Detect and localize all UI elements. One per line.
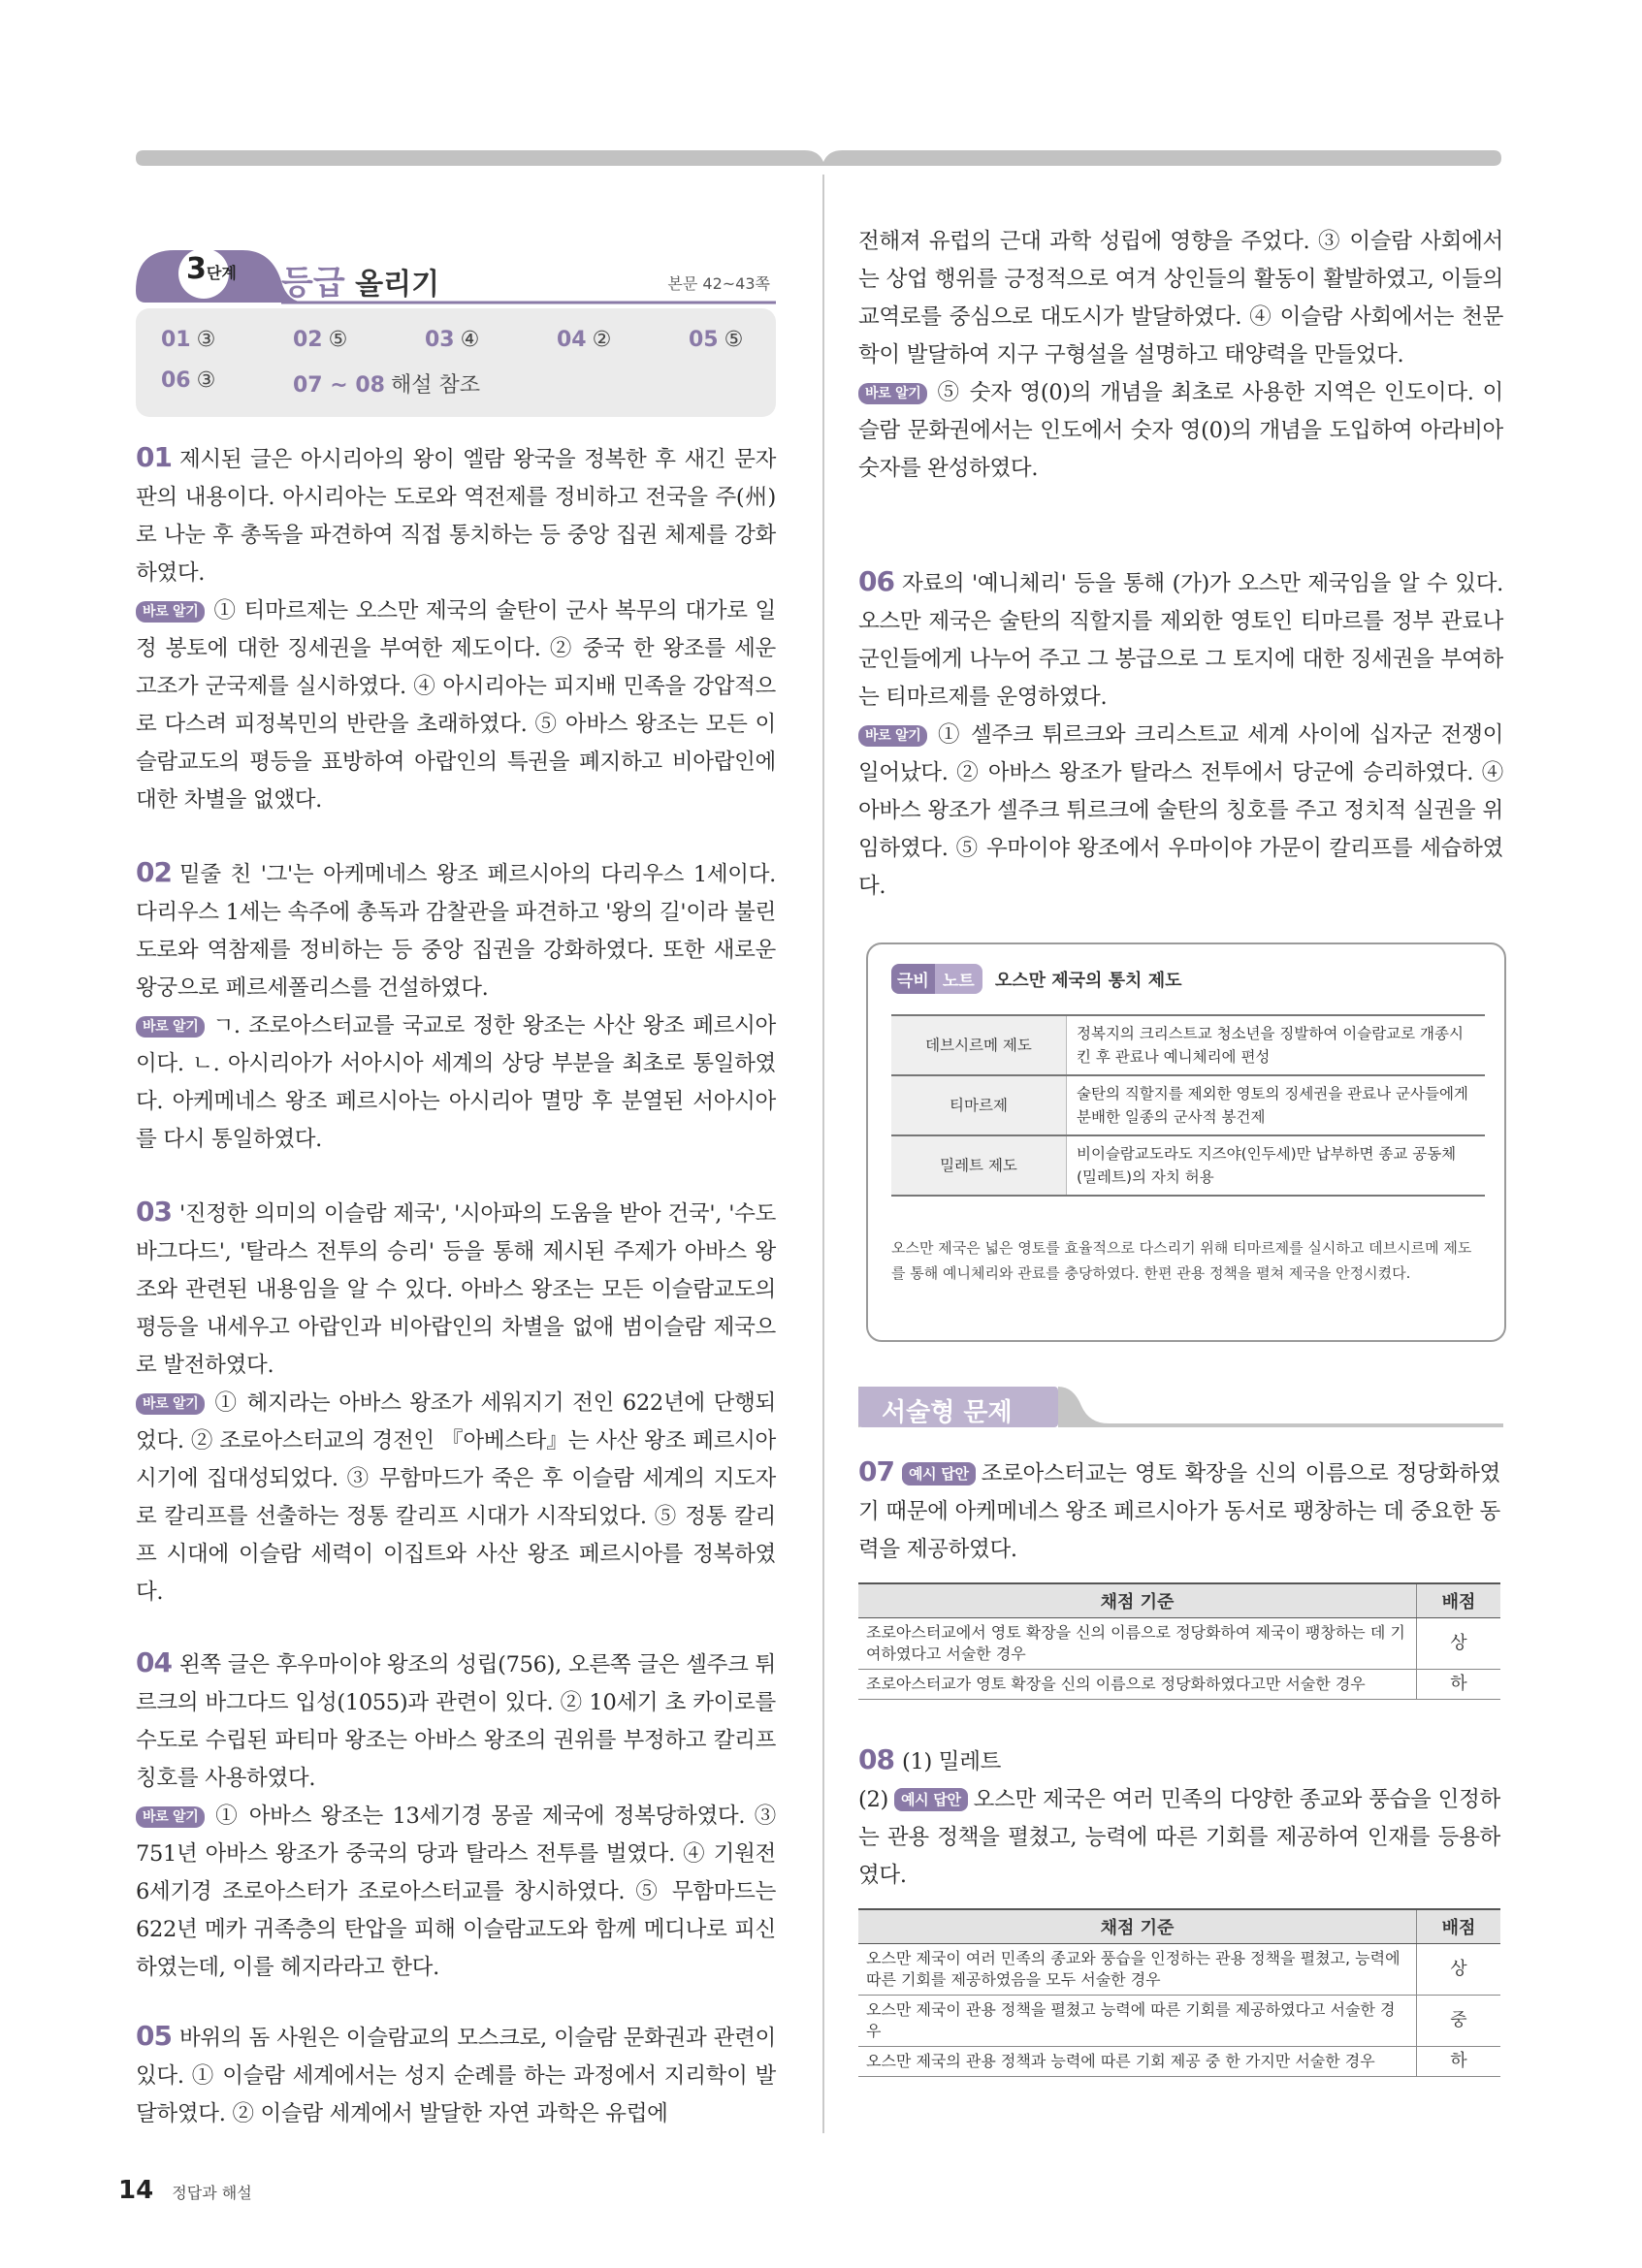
criteria-cell: 조로아스터교에서 영토 확장을 신의 이름으로 정당화하여 제국이 팽창하는 데 기여하였다고 서술한 경우 — [858, 1618, 1417, 1670]
question-number: 05 — [136, 2020, 172, 2052]
answer-value: ④ — [460, 328, 480, 352]
footer-label: 정답과 해설 — [172, 2184, 252, 2202]
grading-table-07 — [858, 1582, 1500, 1700]
note-tag-b: 노트 — [935, 964, 982, 994]
score-cell: 하 — [1417, 1670, 1501, 1700]
note-tag-a: 극비 — [891, 964, 935, 994]
note-table — [891, 1014, 1485, 1197]
note-desc: 술탄의 직할지를 제외한 영토의 징세권을 관료나 군사들에게 분배한 일종의 군사적 봉건제 — [1067, 1075, 1486, 1135]
grading-row — [858, 1996, 1500, 2047]
essay-header — [858, 1387, 1503, 1431]
question-number: 03 — [136, 1196, 172, 1228]
answer-num: 07 ~ 08 — [293, 373, 385, 398]
grading-row — [858, 1618, 1500, 1670]
question-number: 04 — [136, 1646, 172, 1678]
explanation-text: 밑줄 친 '그'는 아케메네스 왕조 페르시아의 다리우스 1세이다. 다리우스 1세는 속주에 총독과 감찰관을 파견하고 '왕의 길'이라 불린 도로와 역참제를 정비하는 등 중앙 집권을 강화하였다. 또한 새로운 왕궁으로 페르세폴리스를 건설하였다. — [136, 862, 776, 1001]
note-title: 오스만 제국의 통치 제도 — [994, 971, 1182, 991]
answer-value: ③ — [196, 328, 216, 352]
answer-num: 03 — [425, 328, 455, 352]
answer-value: ⑤ — [328, 328, 348, 352]
answer-item — [293, 368, 480, 399]
note-row — [891, 1015, 1485, 1075]
criteria-cell: 오스만 제국의 관용 정책과 능력에 따른 기회 제공 중 한 가지만 서술한 경우 — [858, 2047, 1417, 2077]
question-number: 06 — [858, 565, 894, 597]
column-divider — [822, 175, 824, 2133]
fix-text: ① 아바스 왕조는 13세기경 몽골 제국에 정복당하였다. ③ 751년 아바스 왕조가 중국의 당과 탈라스 전투를 벌였다. ④ 기원전 6세기경 조로아스터가 조로아스터교를 창시하였다. ⑤ 무함마드는 622년 메카 귀족층의 탄압을 피해 이슬람교도와 함께 메디나로 피신하였는데, 이를 헤지라라고 한다. — [136, 1804, 776, 1980]
explanation-03 — [136, 1193, 776, 1612]
answer-num: 05 — [689, 328, 719, 352]
answer-item — [161, 368, 215, 393]
fix-text: ① 헤지라는 아바스 왕조가 세워지기 전인 622년에 단행되었다. ② 조로아스터교의 경전인 『아베스타』는 사산 왕조 페르시아 시기에 집대성되었다. ③ 무함마드가 죽은 후 이슬람 세계의 지도자로 칼리프를 선출하는 정통 칼리프 시대가 시작되었다. ⑤ 정통 칼리프 시대에 이슬람 세력이 이집트와 사산 왕조 페르시아를 정복하였다. — [136, 1390, 776, 1605]
note-row — [891, 1135, 1485, 1196]
score-cell: 하 — [1417, 2047, 1501, 2077]
score-cell: 상 — [1417, 1618, 1501, 1670]
answer-item — [161, 328, 215, 352]
answer-text: 오스만 제국은 여러 민족의 다양한 종교와 풍습을 인정하는 관용 정책을 펼쳤고, 능력에 따른 기회를 제공하여 인재를 등용하였다. — [858, 1787, 1500, 1888]
grading-row — [858, 2047, 1500, 2077]
fix-text: ⑤ 숫자 영(0)의 개념을 최초로 사용한 지역은 인도이다. 이슬람 문화권에서는 인도에서 숫자 영(0)의 개념을 도입하여 아라비아 숫자를 완성하였다. — [858, 380, 1503, 481]
answer-part2-prefix: (2) — [858, 1787, 888, 1812]
score-cell: 중 — [1417, 1996, 1501, 2047]
explanation-01 — [136, 438, 776, 819]
fix-badge: 바로 알기 — [136, 1016, 205, 1038]
note-box — [866, 942, 1506, 1342]
fix-badge: 바로 알기 — [136, 1806, 205, 1828]
page-number: 14 — [118, 2176, 154, 2205]
explanation-05-start — [136, 2017, 776, 2133]
fix-text: ① 티마르제는 오스만 제국의 술탄이 군사 복무의 대가로 일정 봉토에 대한 징세권을 부여한 제도이다. ② 중국 한 왕조를 세운 고조가 군국제를 실시하였다. ④ 아시리아는 피지배 민족을 강압적으로 다스려 피정복민의 반란을 초래하였다. ⑤ 아바스 왕조는 모든 이슬람교도의 평등을 표방하여 아랍인의 특권을 폐지하고 비아랍인에 대한 차별을 없앴다. — [136, 598, 776, 813]
answer-num: 02 — [293, 328, 323, 352]
section-title-b: 올리기 — [344, 268, 440, 302]
criteria-header: 채점 기준 — [858, 1583, 1417, 1618]
answer-item — [425, 328, 479, 352]
note-header — [891, 964, 1182, 994]
answer-value: ⑤ — [724, 328, 744, 352]
criteria-cell: 오스만 제국이 관용 정책을 펼쳤고 능력에 따른 기회를 제공하였다고 서술한 경우 — [858, 1996, 1417, 2047]
answer-num: 04 — [557, 328, 587, 352]
question-number: 08 — [858, 1743, 894, 1775]
score-header: 배점 — [1417, 1909, 1501, 1944]
section-title — [281, 256, 439, 303]
explanation-text: 바위의 돔 사원은 이슬람교의 모스크로, 이슬람 문화권과 관련이 있다. ① 이슬람 세계에서는 성지 순례를 하는 과정에서 지리학이 발달하였다. ② 이슬람 세계에서 발달한 자연 과학은 유럽에 — [136, 2026, 776, 2126]
essay-title: 서술형 문제 — [882, 1398, 1013, 1427]
explanation-07 — [858, 1453, 1500, 1700]
note-desc: 정복지의 크리스트교 청소년을 징발하여 이슬람교로 개종시킨 후 관료나 예니체리에 편성 — [1067, 1015, 1486, 1075]
answer-text: 조로아스터교는 영토 확장을 신의 이름으로 정당화하였기 때문에 아케메네스 왕조 페르시아가 동서로 팽창하는 데 중요한 동력을 제공하였다. — [858, 1461, 1500, 1562]
example-badge: 예시 답안 — [894, 1788, 968, 1811]
explanation-08 — [858, 1741, 1500, 2077]
note-summary: 오스만 제국은 넓은 영토를 효율적으로 다스리기 위해 티마르제를 실시하고 데브시르메 제도를 통해 예니체리와 관료를 충당하였다. 한편 관용 정책을 펼쳐 제국을 안정시켰다. — [891, 1239, 1472, 1282]
explanation-text: 자료의 '예니체리' 등을 통해 (가)가 오스만 제국임을 알 수 있다. 오스만 제국은 술탄의 직할지를 제외한 영토인 티마르를 정부 관료나 군인들에게 나누어 주고 그 봉급으로 그 토지에 대한 징세권을 부여하는 티마르제를 운영하였다. — [858, 571, 1503, 710]
answer-value: ② — [592, 328, 612, 352]
page-reference: 본문 42~43쪽 — [667, 274, 770, 293]
criteria-cell: 오스만 제국이 여러 민족의 종교와 풍습을 인정하는 관용 정책을 펼쳤고, 능력에 따른 기회를 제공하였음을 모두 서술한 경우 — [858, 1944, 1417, 1996]
explanation-05-cont — [858, 223, 1503, 488]
section-header — [136, 242, 776, 308]
grading-table-08 — [858, 1908, 1500, 2077]
question-number: 01 — [136, 441, 172, 473]
answer-item — [293, 328, 347, 352]
question-number: 02 — [136, 856, 172, 888]
criteria-cell: 조로아스터교가 영토 확장을 신의 이름으로 정당화하였다고만 서술한 경우 — [858, 1670, 1417, 1700]
question-number: 07 — [858, 1455, 894, 1487]
example-badge: 예시 답안 — [902, 1462, 976, 1485]
stage-number: 3 — [186, 252, 207, 286]
explanation-text: 왼쪽 글은 후우마이야 왕조의 성립(756), 오른쪽 글은 셀주크 튀르크의 바그다드 입성(1055)과 관련이 있다. ② 10세기 초 카이로를 수도로 수립된 파티마 왕조는 아바스 왕조의 권위를 부정하고 칼리프 칭호를 사용하였다. — [136, 1652, 776, 1791]
note-term: 티마르제 — [891, 1075, 1067, 1135]
page-footer — [118, 2176, 252, 2205]
grading-row — [858, 1670, 1500, 1700]
explanation-02 — [136, 853, 776, 1159]
fix-text: ㄱ. 조로아스터교를 국교로 정한 왕조는 사산 왕조 페르시아이다. ㄴ. 아시리아가 서아시아 세계의 상당 부분을 최초로 통일하였다. 아케메네스 왕조 페르시아는 아시리아 멸망 후 분열된 서아시아를 다시 통일하였다. — [136, 1013, 776, 1152]
answer-part1: (1) 밀레트 — [901, 1749, 1002, 1774]
section-title-a: 등급 — [281, 264, 345, 303]
grading-row — [858, 1944, 1500, 1996]
fix-badge: 바로 알기 — [858, 725, 927, 747]
explanation-text: '진정한 의미의 이슬람 제국', '시아파의 도움을 받아 건국', '수도 바그다드', '탈라스 전투의 승리' 등을 통해 제시된 주제가 아바스 왕조와 관련된 내용임을 알 수 있다. 아바스 왕조는 모든 이슬람교도의 평등을 내세우고 아랍인과 비아랍인의 차별을 없애 범이슬람 제국으로 발전하였다. — [136, 1201, 776, 1378]
explanation-06 — [858, 562, 1503, 906]
explanation-text: 전해져 유럽의 근대 과학 성립에 영향을 주었다. ③ 이슬람 사회에서는 상업 행위를 긍정적으로 여겨 상인들의 활동이 활발하였고, 이들의 교역로를 중심으로 대도시가 발달하였다. ④ 이슬람 사회에서는 천문학이 발달하여 지구 구형설을 설명하고 태양력을 만들었다. — [858, 229, 1503, 367]
note-row — [891, 1075, 1485, 1135]
answer-item — [557, 328, 611, 352]
explanation-text: 제시된 글은 아시리아의 왕이 엘람 왕국을 정복한 후 새긴 문자판의 내용이다. 아시리아는 도로와 역전제를 정비하고 전국을 주(州)로 나눈 후 총독을 파견하여 직접 통치하는 등 중앙 집권 체제를 강화하였다. — [136, 447, 776, 586]
note-term: 밀레트 제도 — [891, 1135, 1067, 1196]
fix-badge: 바로 알기 — [136, 601, 205, 623]
answer-value: ③ — [196, 368, 216, 393]
explanation-04 — [136, 1644, 776, 1987]
answer-item — [689, 328, 743, 352]
score-cell: 상 — [1417, 1944, 1501, 1996]
note-term: 데브시르메 제도 — [891, 1015, 1067, 1075]
top-header-bar — [136, 150, 1501, 166]
answer-num: 01 — [161, 328, 191, 352]
answer-key-box — [136, 308, 776, 417]
stage-label — [186, 252, 237, 286]
stage-unit: 단계 — [206, 264, 237, 282]
fix-badge: 바로 알기 — [858, 383, 927, 404]
criteria-header: 채점 기준 — [858, 1909, 1417, 1944]
note-desc: 비이슬람교도라도 지즈야(인두세)만 납부하면 종교 공동체(밀레트)의 자치 허용 — [1067, 1135, 1486, 1196]
fix-badge: 바로 알기 — [136, 1393, 205, 1415]
answer-value: 해설 참조 — [390, 373, 480, 398]
fix-text: ① 셀주크 튀르크와 크리스트교 세계 사이에 십자군 전쟁이 일어났다. ② 아바스 왕조가 탈라스 전투에서 당군에 승리하였다. ④ 아바스 왕조가 셀주크 튀르크에 술탄의 칭호를 주고 정치적 실권을 위임하였다. ⑤ 우마이야 왕조에서 우마이야 가문이 칼리프를 세습하였다. — [858, 722, 1503, 899]
answer-num: 06 — [161, 368, 191, 393]
score-header: 배점 — [1417, 1583, 1501, 1618]
